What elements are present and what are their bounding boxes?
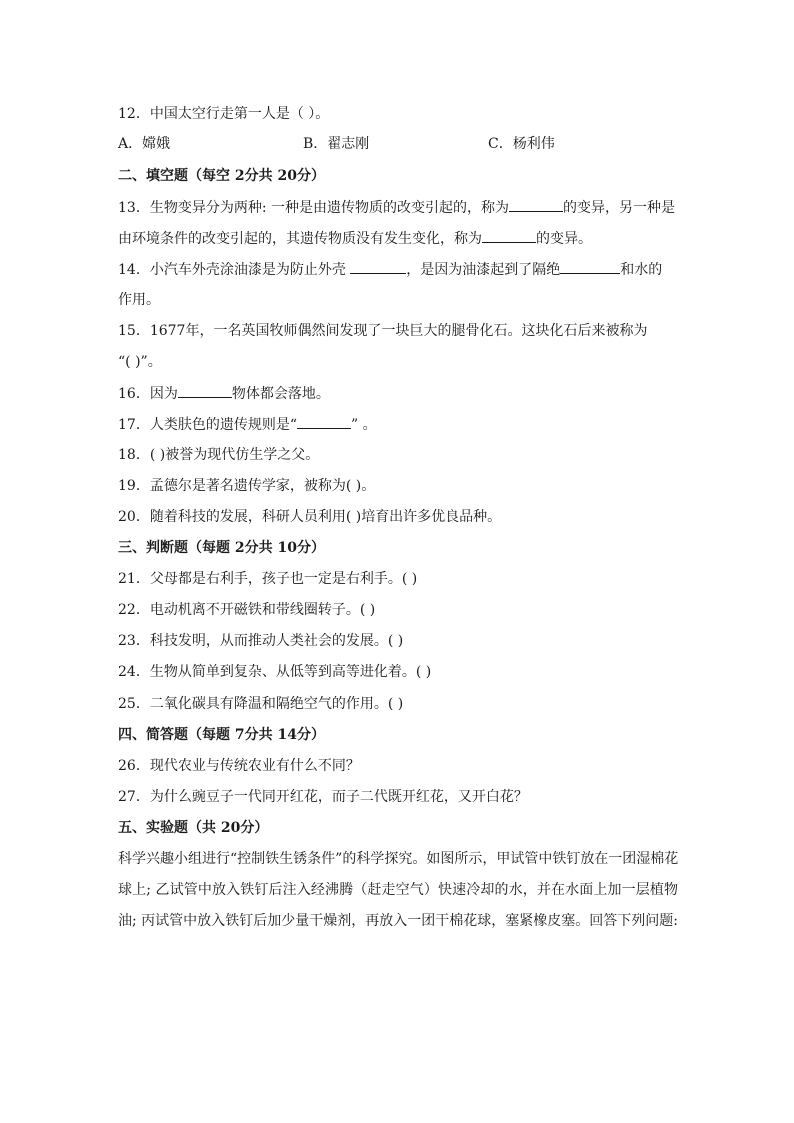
section-2-heading: 二、填空题（每空 2分共 20分） bbox=[118, 168, 325, 184]
q13-part-b: 的变异，另一种是 bbox=[562, 200, 675, 216]
q13-part-a: 13．生物变异分为两种: 一种是由遗传物质的改变引起的，称为 bbox=[118, 200, 509, 216]
question-16 bbox=[118, 383, 678, 404]
q13-part-d: 的变异。 bbox=[536, 231, 592, 247]
q14-part-a: 14．小汽车外壳涂油漆是为防止外壳 bbox=[118, 262, 351, 278]
question-17 bbox=[118, 414, 678, 435]
q16-part-a: 16．因为 bbox=[118, 386, 178, 402]
option-b: B．翟志刚 bbox=[303, 136, 370, 152]
q17-part-b: ” 。 bbox=[350, 417, 377, 433]
q13-blank-1[interactable] bbox=[509, 197, 563, 212]
question-12 bbox=[118, 104, 678, 124]
option-a: A．嫦娥 bbox=[118, 136, 171, 152]
question-23: 23．科技发明，从而推动人类社会的发展。( ) bbox=[118, 633, 404, 649]
question-15-line-1: 15．1677年，一名英国牧师偶然间发现了一块巨大的腿骨化石。这块化石后来被称为 bbox=[118, 323, 648, 339]
q14-part-b: ，是因为油漆起到了隔绝 bbox=[406, 262, 561, 278]
q16-part-b: 物体都会落地。 bbox=[231, 386, 330, 402]
experiment-line-1: 科学兴趣小组进行“控制铁生锈条件”的科学探究。如图所示，甲试管中铁钉放在一团湿棉花 bbox=[118, 851, 679, 867]
question-27: 27．为什么豌豆子一代同开红花，而子二代既开红花，又开白花？ bbox=[118, 789, 528, 805]
q17-blank[interactable] bbox=[297, 414, 351, 429]
question-22: 22．电动机离不开磁铁和带线圈转子。( ) bbox=[118, 602, 376, 618]
question-14-line-1 bbox=[118, 259, 678, 280]
question-25: 25．二氧化碳具有降温和隔绝空气的作用。( ) bbox=[118, 696, 404, 712]
section-4-heading: 四、简答题（每题 7分共 14分） bbox=[118, 727, 325, 743]
question-18: 18．( )被誉为现代仿生学之父。 bbox=[118, 447, 320, 463]
option-c: C．杨利伟 bbox=[488, 136, 555, 152]
section-3-heading: 三、判断题（每题 2分共 10分） bbox=[118, 540, 325, 556]
question-19: 19．孟德尔是著名遗传学家，被称为( )。 bbox=[118, 478, 376, 494]
q16-blank[interactable] bbox=[178, 383, 232, 398]
q14-part-c: 和水的 bbox=[620, 262, 663, 278]
question-14-line-2: 作用。 bbox=[118, 292, 160, 308]
q14-blank-2[interactable] bbox=[560, 259, 620, 274]
q13-part-c: 由环境条件的改变引起的，其遗传物质没有发生变化，称为 bbox=[118, 231, 482, 247]
question-20: 20．随着科技的发展，科研人员利用( )培育出许多优良品种。 bbox=[118, 509, 502, 525]
experiment-line-3: 油; 丙试管中放入铁钉后加少量干燥剂，再放入一团干棉花球，塞紧橡皮塞。回答下列问题: bbox=[118, 913, 678, 929]
experiment-line-2: 球上; 乙试管中放入铁钉后注入经沸腾（赶走空气）快速冷却的水，并在水面上加一层植物 bbox=[118, 882, 678, 898]
question-13-line-2 bbox=[118, 228, 678, 249]
section-5-heading: 五、实验题（共 20分） bbox=[118, 820, 269, 836]
q17-part-a: 17．人类肤色的遗传规则是“ bbox=[118, 417, 297, 433]
question-21: 21．父母都是右利手，孩子也一定是右利手。( ) bbox=[118, 571, 418, 587]
question-26: 26．现代农业与传统农业有什么不同？ bbox=[118, 758, 360, 774]
question-13-line-1 bbox=[118, 197, 678, 218]
question-12-text: 12．中国太空行走第一人是（ ）。 bbox=[118, 106, 330, 122]
question-24: 24．生物从简单到复杂、从低等到高等进化着。( ) bbox=[118, 664, 432, 680]
question-15-line-2: “( )”。 bbox=[118, 354, 162, 370]
q13-blank-2[interactable] bbox=[482, 228, 536, 243]
q14-blank-1[interactable] bbox=[350, 259, 406, 274]
